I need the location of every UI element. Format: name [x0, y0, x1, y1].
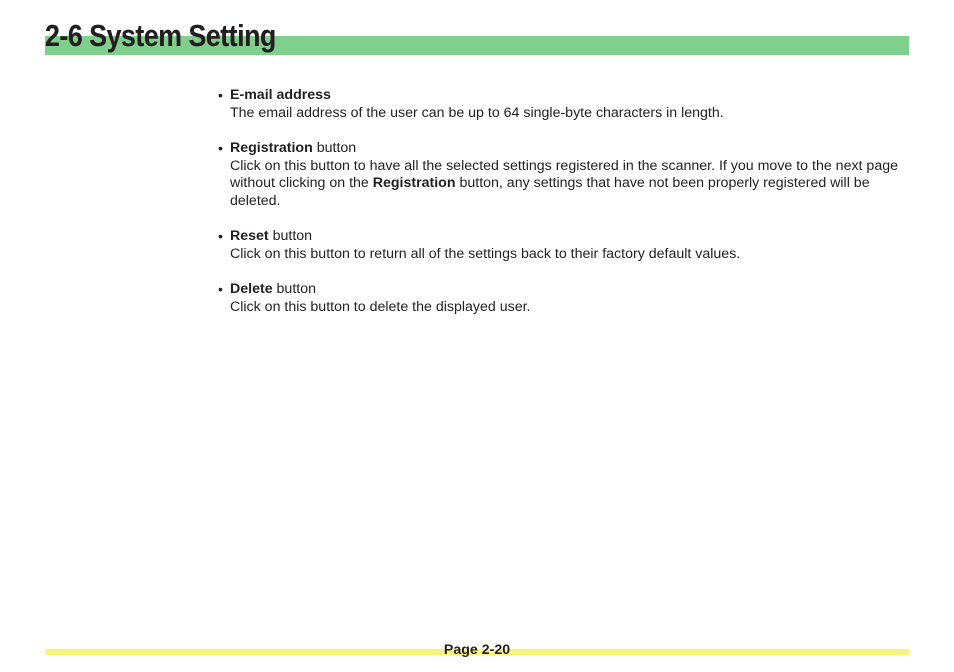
- item-title: [230, 281, 918, 299]
- list-item-reset-button: [218, 228, 918, 263]
- content-area: [218, 87, 918, 334]
- item-desc-text: Click on this button to delete the displayed user.: [230, 298, 531, 315]
- item-desc-text: Click on this button to have all the selected settings registered in the scanner. If you move to the next page without clicking on the: [230, 157, 898, 191]
- bullet: •: [218, 281, 223, 297]
- item-desc-text: Click on this button to return all of the settings back to their factory default values.: [230, 245, 741, 262]
- item-title-rest: button: [272, 281, 316, 297]
- item-desc-bold: Registration: [372, 175, 456, 191]
- item-title-rest: button: [312, 140, 357, 156]
- item-title: [230, 228, 918, 246]
- item-desc-text-2: button, any settings that have not been properly registered will be deleted.: [230, 175, 870, 209]
- list-item-delete-button: [218, 281, 918, 316]
- item-desc-text: The email address of the user can be up to 64 single-byte characters in length.: [230, 104, 724, 121]
- page-header: [45, 14, 909, 58]
- item-description: [230, 158, 918, 211]
- list-item-registration-button: [218, 140, 918, 210]
- page-footer: [45, 640, 909, 660]
- bullet: •: [218, 228, 223, 244]
- bullet: •: [218, 87, 223, 103]
- item-title-rest: button: [268, 228, 313, 244]
- item-description: [230, 105, 918, 123]
- page-number: Page 2-20: [443, 642, 511, 658]
- section-title: 2-6 System Setting: [45, 18, 276, 53]
- item-description: [230, 246, 918, 264]
- item-title: [230, 140, 918, 158]
- list-item-email-address: [218, 87, 918, 122]
- item-title-bold: E-mail address: [230, 87, 331, 103]
- item-description: [230, 299, 918, 317]
- bullet: •: [218, 140, 223, 156]
- item-title-bold: Reset: [230, 228, 269, 244]
- item-title: [230, 87, 918, 105]
- item-title-bold: Registration: [230, 140, 313, 156]
- item-title-bold: Delete: [230, 281, 273, 297]
